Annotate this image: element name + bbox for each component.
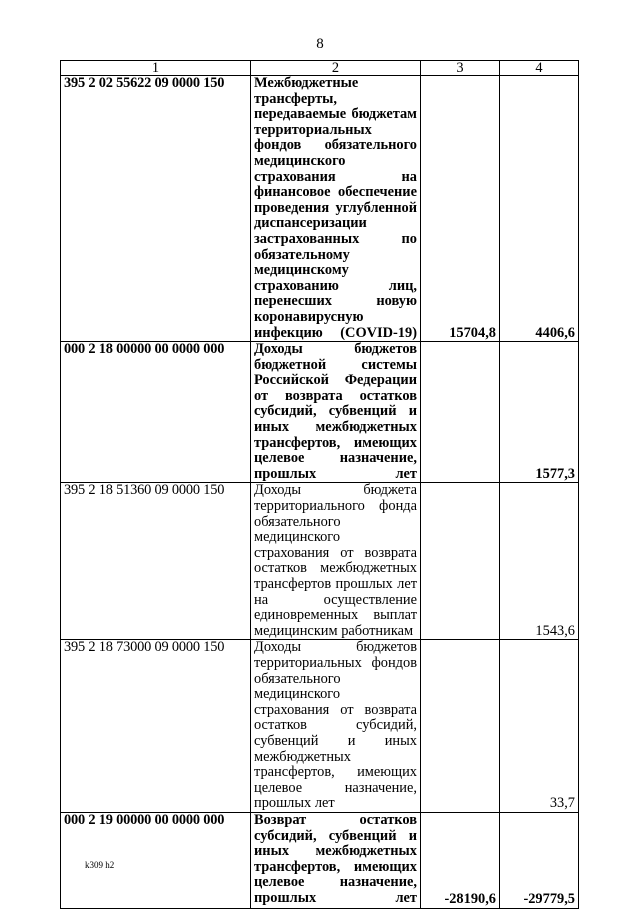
row-value-col3: 15704,8	[421, 76, 500, 342]
page-number: 8	[316, 36, 324, 52]
table-row	[61, 640, 579, 813]
header-col-4: 4	[500, 61, 579, 76]
row-code: 395 2 02 55622 09 0000 150	[61, 76, 251, 342]
row-value-col4: 1577,3	[500, 342, 579, 483]
row-value-col4: 4406,6	[500, 76, 579, 342]
table-row	[61, 812, 579, 908]
row-name: Доходы бюджетов бюджетной системы Российской Федерации от возврата остатков субсидий, субвенций и иных межбюджетных трансфертов, имеющих целевое назначение, прошлых лет	[251, 342, 421, 483]
header-col-1: 1	[61, 61, 251, 76]
row-value-col3: -28190,6	[421, 812, 500, 908]
row-code: 395 2 18 73000 09 0000 150	[61, 640, 251, 813]
row-name: Межбюджетные трансферты, передаваемые бюджетам территориальных фондов обязательного медицинского страхования на финансовое обеспечение проведения углубленной диспансеризации застрахованных по обязательному медицинскому страхованию лиц, перенесших новую коронавирусную инфекцию (COVID-19)	[251, 76, 421, 342]
footer-document-code: k309 h2	[85, 860, 115, 870]
row-code: 000 2 18 00000 00 0000 000	[61, 342, 251, 483]
row-value-col3	[421, 483, 500, 640]
table-row	[61, 342, 579, 483]
table-header-row	[61, 61, 579, 76]
table-row	[61, 483, 579, 640]
row-value-col3	[421, 342, 500, 483]
row-value-col3	[421, 640, 500, 813]
row-name: Доходы бюджетов территориальных фондов обязательного медицинского страхования от возврата остатков субсидий, субвенций и иных межбюджетных трансфертов, имеющих целевое назначение, прошлых лет	[251, 640, 421, 813]
row-name: Возврат остатков субсидий, субвенций и иных межбюджетных трансфертов, имеющих целевое назначение, прошлых лет	[251, 812, 421, 908]
row-name: Доходы бюджета территориального фонда обязательного медицинского страхования от возврата остатков межбюджетных трансфертов прошлых лет на осуществление единовременных выплат медицинским работникам	[251, 483, 421, 640]
header-col-3: 3	[421, 61, 500, 76]
row-code: 395 2 18 51360 09 0000 150	[61, 483, 251, 640]
row-value-col4: 1543,6	[500, 483, 579, 640]
table-row	[61, 76, 579, 342]
row-value-col4: 33,7	[500, 640, 579, 813]
row-code: 000 2 19 00000 00 0000 000	[61, 812, 251, 908]
budget-table	[60, 60, 579, 909]
row-value-col4: -29779,5	[500, 812, 579, 908]
header-col-2: 2	[251, 61, 421, 76]
